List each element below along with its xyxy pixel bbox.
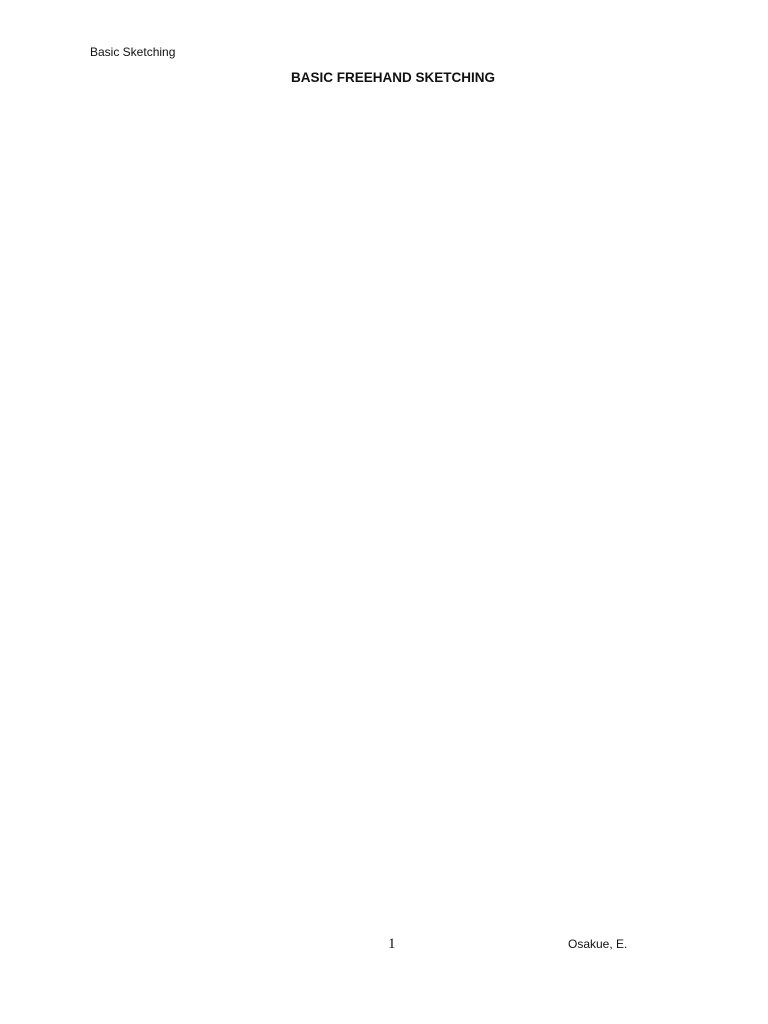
author-name: Osakue, E. — [568, 937, 628, 951]
document-title: BASIC FREEHAND SKETCHING — [290, 70, 495, 85]
content-placeholder — [90, 120, 696, 910]
running-header: Basic Sketching — [90, 45, 176, 59]
page-number: 1 — [388, 936, 396, 952]
